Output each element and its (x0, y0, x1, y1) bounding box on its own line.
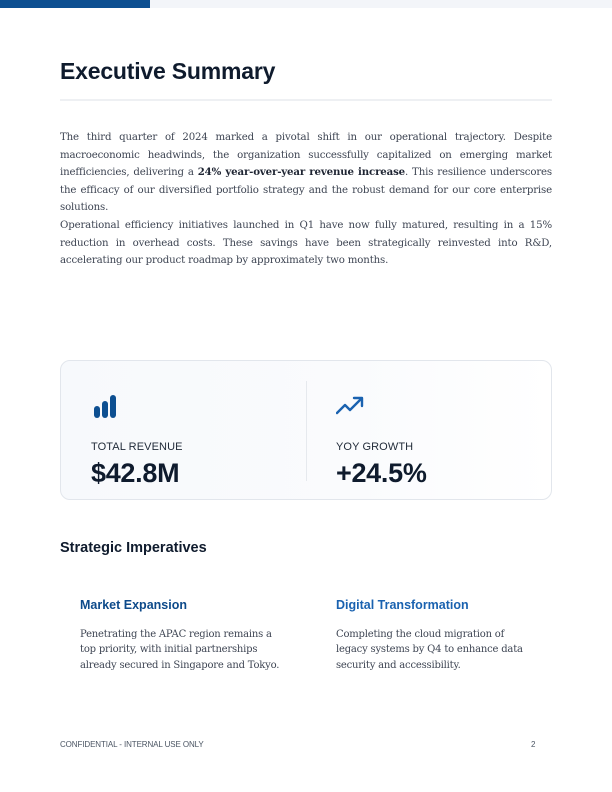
metric-value: +24.5% (336, 458, 427, 488)
imperative-description: Penetrating the APAC region remains a top priority, with initial partnerships already secured in Singapore and Tokyo. (80, 629, 280, 671)
page-title: Executive Summary (60, 58, 276, 84)
imperative-title: Digital Transformation (336, 598, 469, 612)
metric-yoy-growth (306, 361, 551, 499)
title-divider (60, 99, 552, 101)
top-accent-bar-highlight (0, 0, 150, 8)
metric-label: YOY GROWTH (336, 441, 414, 453)
footer-confidentiality-notice: CONFIDENTIAL - INTERNAL USE ONLY (60, 740, 204, 749)
metric-total-revenue (61, 361, 306, 499)
imperative-market-expansion (80, 598, 280, 673)
metric-label: TOTAL REVENUE (91, 441, 183, 453)
metric-value: $42.8M (91, 458, 180, 488)
summary-paragraph-1-text: The third quarter of 2024 marked a pivotal shift in our operational trajectory. Despite macroeconomic headwinds, the organization successfully capitalized on emerging market inefficiencies, delivering a (60, 132, 552, 178)
section-title-strategic-imperatives: Strategic Imperatives (60, 540, 207, 556)
trending-up-icon (336, 391, 366, 421)
imperative-description: Completing the cloud migration of legacy systems by Q4 to enhance data security and accessibility. (336, 629, 523, 671)
summary-paragraph-1-text-end: . This resilience underscores the efficacy of our diversified portfolio strategy and the robust demand for our core enterprise solutions. (60, 167, 552, 213)
summary-paragraph-2: Operational efficiency initiatives launched in Q1 have now fully matured, resulting in a 15% reduction in overhead costs. These savings have been strategically reinvested into R&D, accelerating our product roadmap by approximately two months. (60, 220, 552, 266)
bar-chart-icon (91, 391, 121, 421)
summary-paragraph-1 (60, 129, 552, 217)
imperative-digital-transformation (336, 598, 536, 673)
revenue-increase-highlight: 24% year-over-year revenue increase (197, 166, 406, 178)
footer-page-number: 2 (531, 740, 536, 749)
imperative-title: Market Expansion (80, 598, 187, 612)
top-accent-bar (0, 0, 612, 8)
key-metrics-card (60, 360, 552, 500)
